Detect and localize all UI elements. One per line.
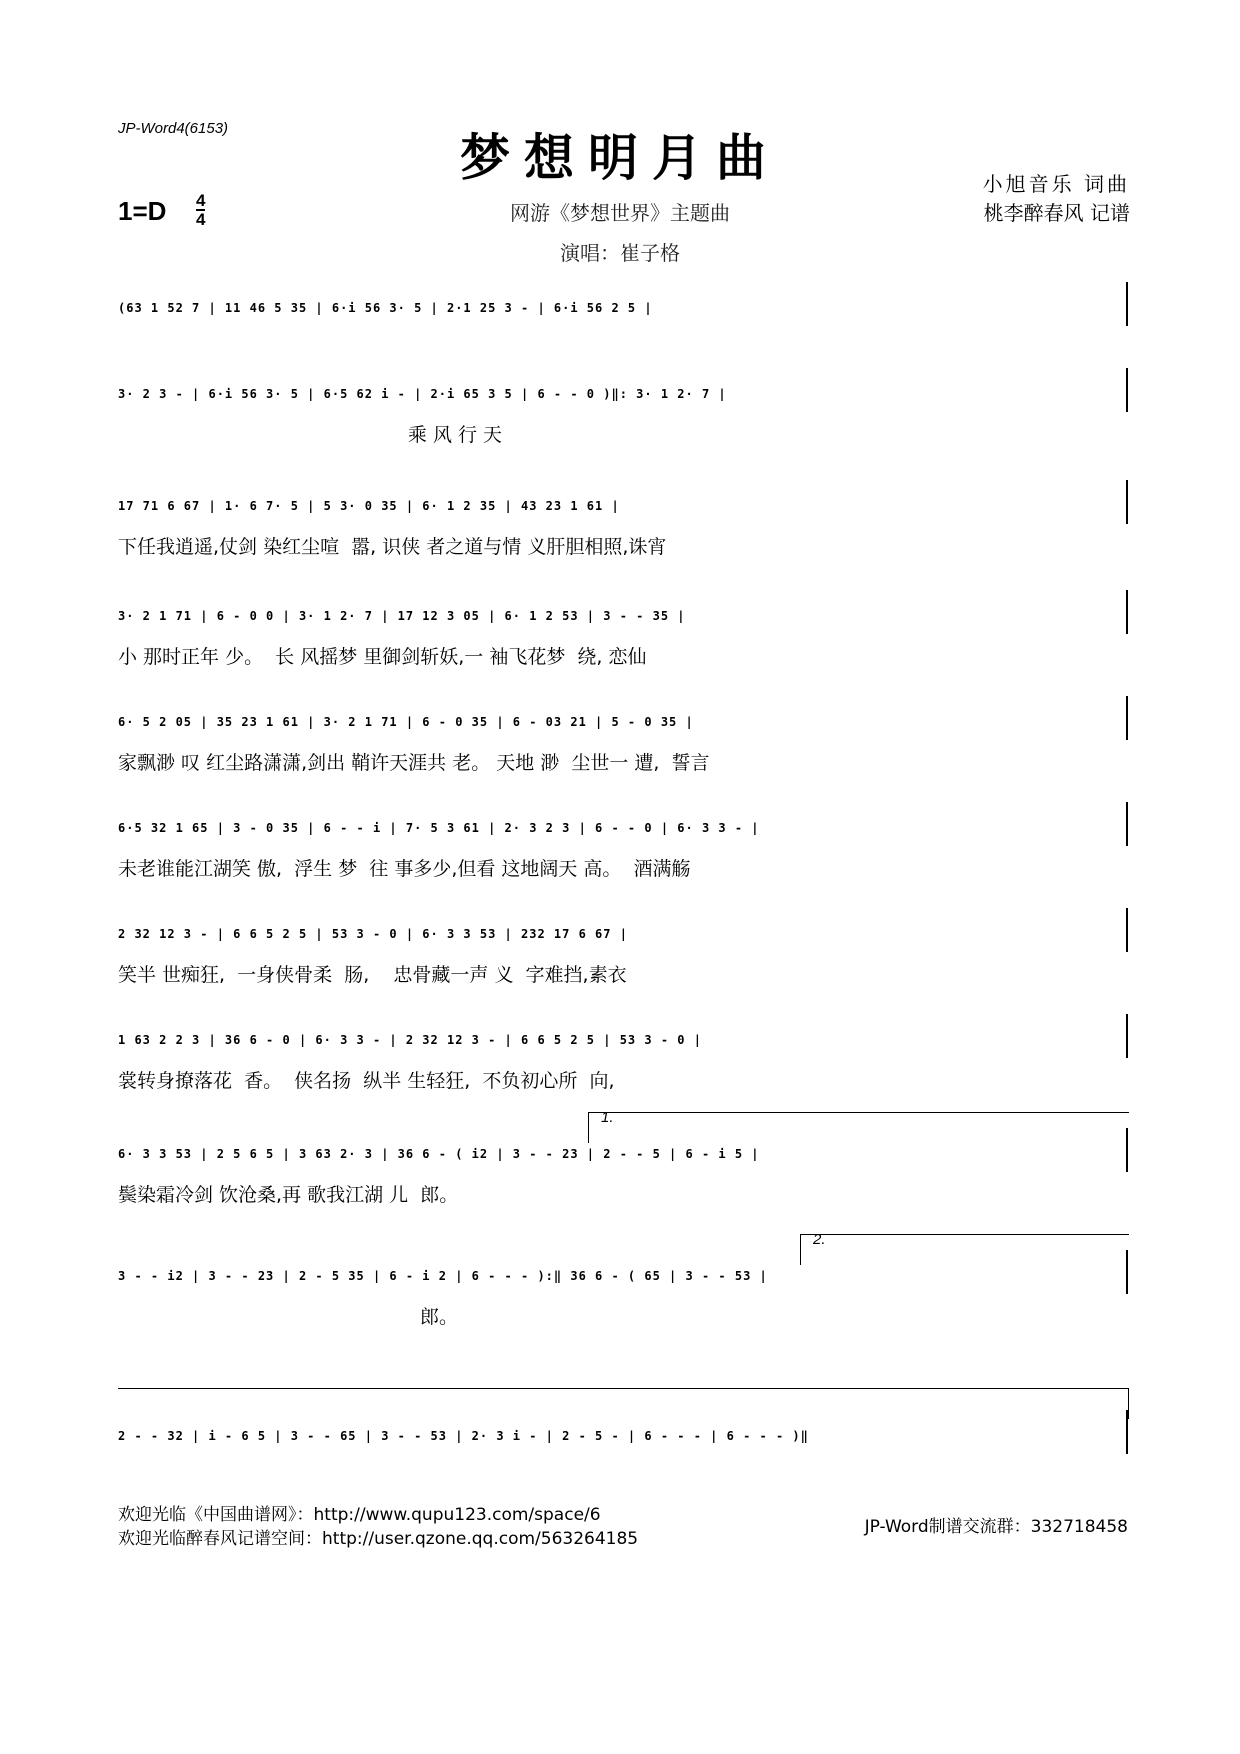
footer-link-qupu[interactable]: 欢迎光临《中国曲谱网》：http://www.qupu123.com/space/6 [118, 1505, 601, 1525]
score-row [118, 702, 1128, 782]
notation-line: 3· 2 3 - | 6·i 56 3· 5 | 6·5 62 i - | 2·i 65 3 5 | 6 - - 0 )‖: 3· 1 2· 7 | [118, 387, 727, 401]
song-title: 梦想明月曲 [460, 129, 780, 187]
end-barline [1126, 1014, 1128, 1058]
score-row [118, 374, 1128, 454]
time-signature-top: 4 [196, 191, 206, 210]
end-barline [1126, 1128, 1128, 1172]
score-row [118, 288, 1128, 368]
footer-link-qzone[interactable]: 欢迎光临醉春风记谱空间：http://user.qzone.qq.com/563264185 [118, 1529, 639, 1549]
end-barline [1126, 368, 1128, 412]
notation-line: (63 1 52 7 | 11 46 5 35 | 6·i 56 3· 5 | 2·1 25 3 - | 6·i 56 2 5 | [118, 301, 653, 315]
transcriber-credit: 桃李醉春风 记谱 [983, 201, 1130, 225]
lyrics-line: 乘 风 行 天 [118, 424, 503, 446]
end-barline [1126, 282, 1128, 326]
song-subtitle: 网游《梦想世界》主题曲 [510, 201, 730, 225]
score-row [118, 1020, 1128, 1100]
footer-group: JP-Word制谱交流群：332718458 [864, 1517, 1128, 1537]
score-row [118, 596, 1128, 676]
lyrics-line: 郎。 [118, 1306, 458, 1328]
composer-credit: 小旭音乐 词曲 [982, 172, 1130, 196]
lyrics-line: 未老谁能江湖笑 傲, 浮生 梦 往 事多少,但看 这地阔天 高。 酒满觞 [118, 858, 691, 880]
time-signature-bottom: 4 [196, 210, 206, 229]
end-barline [1126, 802, 1128, 846]
notation-line: 3 - - i2 | 3 - - 23 | 2 - 5 35 | 6 - i 2 | 6 - - - ):‖ 36 6 - ( 65 | 3 - - 53 | [118, 1269, 768, 1283]
end-barline [1126, 480, 1128, 524]
volta-number: 1. [601, 1109, 614, 1126]
lyrics-line: 笑半 世痴狂, 一身侠骨柔 肠, 忠骨藏一声 义 字难挡,素衣 [118, 964, 627, 986]
end-barline [1126, 908, 1128, 952]
end-barline [1126, 1250, 1128, 1294]
notation-line: 2 32 12 3 - | 6 6 5 2 5 | 53 3 - 0 | 6· 3 3 53 | 232 17 6 67 | [118, 927, 628, 941]
score-row [118, 486, 1128, 566]
key-signature: 1=D [118, 196, 167, 226]
score-row [118, 914, 1128, 994]
lyrics-line: 下任我逍遥,仗剑 染红尘喧 嚣, 识侠 者之道与情 义肝胆相照,诛宵 [118, 536, 667, 558]
end-barline [1126, 696, 1128, 740]
notation-line: 17 71 6 67 | 1· 6 7· 5 | 5 3· 0 35 | 6· 1 2 35 | 43 23 1 61 | [118, 499, 620, 513]
notation-line: 1 63 2 2 3 | 36 6 - 0 | 6· 3 3 - | 2 32 12 3 - | 6 6 5 2 5 | 53 3 - 0 | [118, 1033, 702, 1047]
lyrics-line: 家飘渺 叹 红尘路潇潇,剑出 鞘许天涯共 老。 天地 渺 尘世一 遭, 誓言 [118, 752, 710, 774]
lyrics-line: 裳转身撩落花 香。 侠名扬 纵半 生轻狂, 不负初心所 向, [118, 1070, 615, 1092]
lyrics-line: 鬓染霜冷剑 饮沧桑,再 歌我江湖 儿 郎。 [118, 1184, 459, 1206]
end-barline [1126, 1410, 1128, 1454]
edition-label: JP-Word4(6153) [118, 120, 229, 137]
singer-credit: 演唱：崔子格 [560, 241, 680, 265]
score-row [118, 1109, 1128, 1214]
notation-line: 6· 5 2 05 | 35 23 1 61 | 3· 2 1 71 | 6 - 0 35 | 6 - 03 21 | 5 - 0 35 | [118, 715, 694, 729]
lyrics-line: 小 那时正年 少。 长 风摇梦 里御剑斩妖,一 袖飞花梦 绕, 恋仙 [118, 646, 647, 668]
volta-number: 2. [813, 1231, 826, 1248]
notation-line: 3· 2 1 71 | 6 - 0 0 | 3· 1 2· 7 | 17 12 3 05 | 6· 1 2 53 | 3 - - 35 | [118, 609, 686, 623]
notation-line: 6·5 32 1 65 | 3 - 0 35 | 6 - - i | 7· 5 3 61 | 2· 3 2 3 | 6 - - 0 | 6· 3 3 - | [118, 821, 760, 835]
notation-line: 2 - - 32 | i - 6 5 | 3 - - 65 | 3 - - 53 | 2· 3 i - | 2 - 5 - | 6 - - - | 6 - - - )‖ [118, 1429, 809, 1443]
end-barline [1126, 590, 1128, 634]
score-row [118, 1231, 1128, 1336]
score-row [118, 1416, 1128, 1496]
volta-bracket [118, 1388, 1129, 1419]
notation-line: 6· 3 3 53 | 2 5 6 5 | 3 63 2· 3 | 36 6 - ( i2 | 3 - - 23 | 2 - - 5 | 6 - i 5 | [118, 1147, 760, 1161]
score-row [118, 808, 1128, 888]
